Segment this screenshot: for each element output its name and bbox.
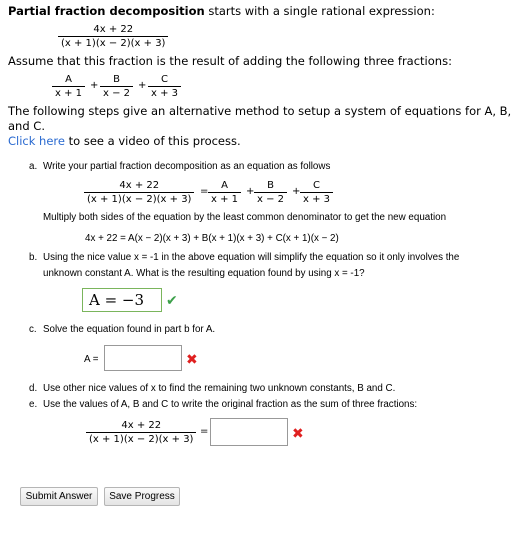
fraction-numerator: 4x + 22 [119, 180, 160, 191]
fraction-numerator: C [313, 180, 320, 191]
fraction-denominator: x + 1 [208, 192, 241, 205]
step-e-fraction [86, 420, 196, 445]
fraction-denominator: x + 3 [148, 86, 181, 99]
intro-title-rest: starts with a single rational expression: [208, 4, 435, 18]
plus-sign: + [246, 186, 255, 197]
step-a-fraction-a [208, 180, 241, 205]
step-c-label: c. [29, 324, 37, 335]
equals-sign: = [200, 186, 209, 197]
step-b-answer-field[interactable]: A = −3 [82, 288, 162, 312]
intro-fraction-a [52, 74, 85, 99]
intro-fraction-c [148, 74, 181, 99]
fraction-denominator: (x + 1)(x − 2)(x + 3) [86, 432, 196, 445]
multiply-text: Multiply both sides of the equation by the least common denominator to get the new equation [43, 212, 447, 223]
x-icon: ✖ [292, 426, 304, 442]
a-value-input[interactable] [104, 345, 182, 371]
fraction-numerator: C [161, 74, 168, 85]
step-c-text: Solve the equation found in part b for A. [43, 324, 216, 335]
fraction-numerator: 4x + 22 [121, 420, 162, 431]
plus-sign: + [90, 80, 99, 91]
step-a-lhs-fraction [84, 180, 194, 205]
step-b-text-line1: Using the nice value x = -1 in the above equation will simplify the equation so it only involves the [43, 252, 460, 263]
sum-of-fractions-input[interactable] [210, 418, 288, 446]
step-c-field-label: A = [84, 354, 99, 365]
new-equation: 4x + 22 = A(x − 2)(x + 3) + B(x + 1)(x + 3) + C(x + 1)(x − 2) [85, 233, 339, 244]
steps-text-line2: and C. [8, 119, 45, 133]
original-expression-numerator: 4x + 22 [93, 24, 134, 35]
step-a-label: a. [29, 161, 38, 172]
video-line [8, 134, 241, 148]
original-expression-denominator: (x + 1)(x − 2)(x + 3) [58, 36, 168, 49]
plus-sign: + [292, 186, 301, 197]
submit-answer-button[interactable]: Submit Answer [20, 487, 98, 506]
plus-sign: + [138, 80, 147, 91]
fraction-denominator: (x + 1)(x − 2)(x + 3) [84, 192, 194, 205]
step-e-text: Use the values of A, B and C to write the original fraction as the sum of three fractions: [43, 399, 418, 410]
fraction-numerator: A [221, 180, 228, 191]
step-d-label: d. [29, 383, 38, 394]
step-e-label: e. [29, 399, 38, 410]
fraction-numerator: B [267, 180, 274, 191]
step-b-text-line2: unknown constant A. What is the resulting equation found by using x = -1? [43, 268, 365, 279]
step-b-label: b. [29, 252, 38, 263]
step-a-fraction-c [300, 180, 333, 205]
intro-fraction-b [100, 74, 133, 99]
video-link-rest: to see a video of this process. [68, 134, 241, 148]
fraction-denominator: x − 2 [100, 86, 133, 99]
check-icon: ✔ [166, 293, 178, 309]
x-icon: ✖ [186, 352, 198, 368]
video-link[interactable]: Click here [8, 134, 65, 148]
intro-title [8, 4, 435, 18]
original-expression [58, 24, 168, 49]
assume-text: Assume that this fraction is the result of adding the following three fractions: [8, 54, 452, 68]
save-progress-button[interactable]: Save Progress [104, 487, 180, 506]
fraction-denominator: x + 3 [300, 192, 333, 205]
fraction-numerator: A [65, 74, 72, 85]
intro-title-bold: Partial fraction decomposition [8, 4, 205, 18]
step-a-fraction-b [254, 180, 287, 205]
fraction-numerator: B [113, 74, 120, 85]
steps-text-line1: The following steps give an alternative method to setup a system of equations for A, B, [8, 104, 512, 118]
step-d-text: Use other nice values of x to find the remaining two unknown constants, B and C. [43, 383, 396, 394]
fraction-denominator: x − 2 [254, 192, 287, 205]
equals-sign: = [200, 426, 209, 437]
fraction-denominator: x + 1 [52, 86, 85, 99]
step-a-text: Write your partial fraction decomposition as an equation as follows [43, 161, 331, 172]
